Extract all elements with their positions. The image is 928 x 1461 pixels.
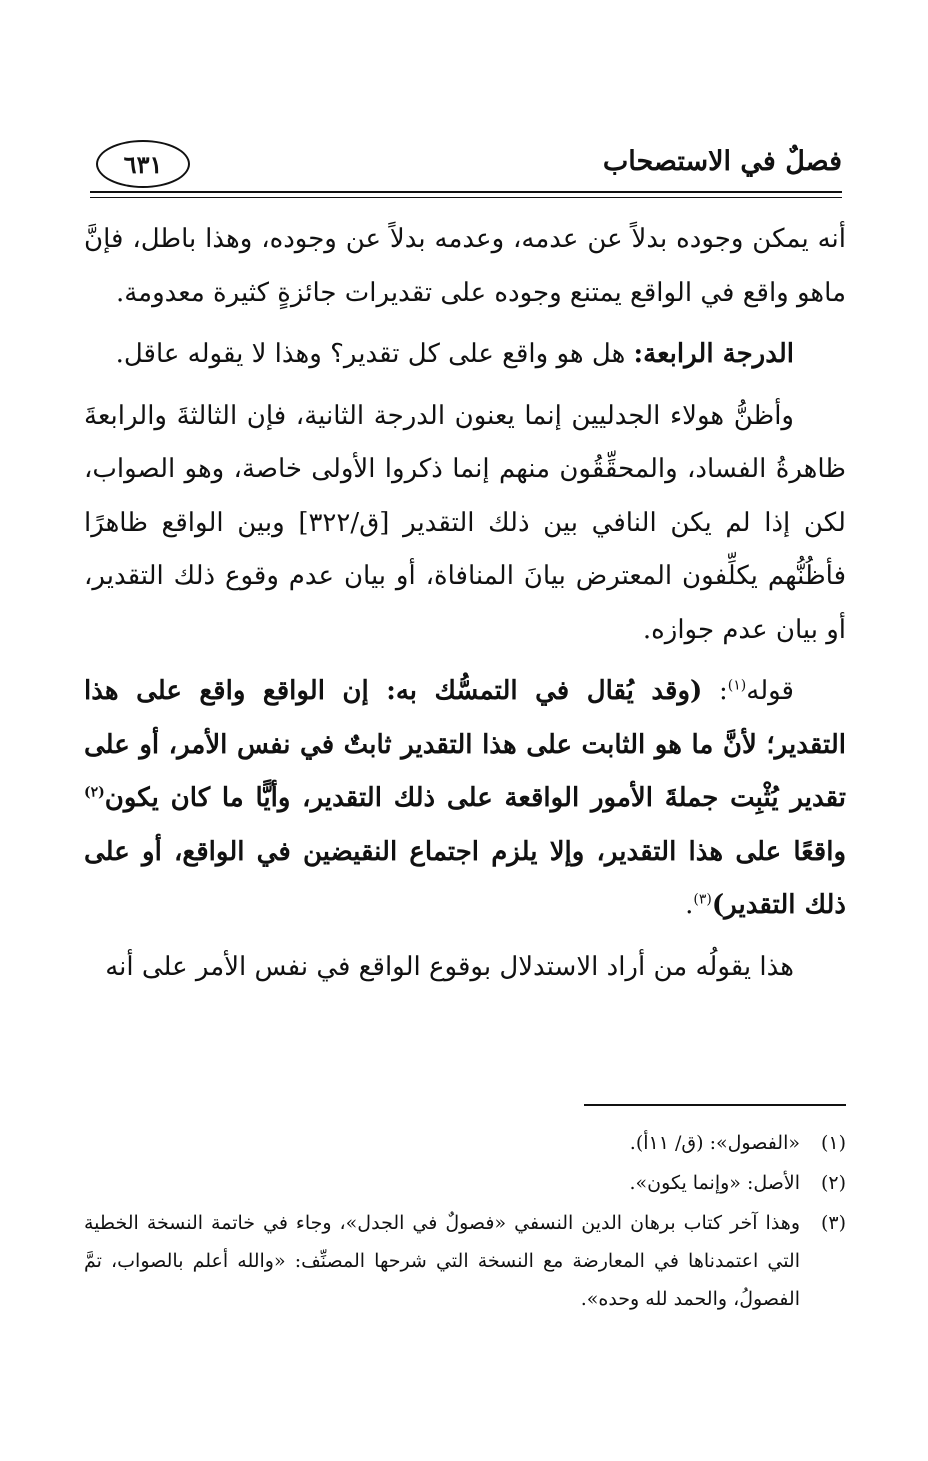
footnote-text: وهذا آخر كتاب برهان الدين النسفي «فصولٌ في الجدل»، وجاء في خاتمة النسخة الخطية التي اعتمدناها في المعارضة مع النسخة التي شرحها المصنِّف: «والله أعلم بالصواب، تمَّ الفصولُ، والحمد لله وحده». xyxy=(84,1212,800,1310)
page-number: ٦٣١ xyxy=(123,149,163,179)
page-number-badge xyxy=(96,140,190,188)
footnote-ref-3[interactable]: (٣) xyxy=(693,891,712,908)
quoted-text-b: واقعًا على هذا التقدير، وإلا يلزم اجتماع النقيضين في الواقع، أو على ذلك التقدير) xyxy=(84,836,847,920)
footnote-1 xyxy=(84,1124,846,1162)
quoted-text-a: (وقد يُقال في التمسُّك به: إن الواقع واقع على هذا التقدير؛ لأنَّ ما هو الثابت على هذا التقدير ثابتٌ في نفس الأمر، أو على تقدير يُثْبِت جملةَ الأمور الواقعة على ذلك التقدير، وأيًّا ما كان يكون xyxy=(84,676,846,813)
paragraph-2-text: هل هو واقع على كل تقدير؟ وهذا لا يقوله عاقل. xyxy=(115,339,634,369)
running-title: فصلٌ في الاستصحاب xyxy=(602,146,842,177)
paragraph-2-lead: الدرجة الرابعة: xyxy=(633,339,794,369)
paragraph-3: وأظنُّ هولاء الجدليين إنما يعنون الدرجة الثانية، فإن الثالثةَ والرابعةَ ظاهرةُ الفساد، والمحقِّقُون منهم إنما ذكروا الأولى خاصة، وهو الصواب، لكن إذا لم يكن النافي بين ذلك التقدير [ق/٣٢٢] وبين الواقع ظاهرًا فأظُنُّهم يكلِّفون المعترض بيانَ المنافاة، أو بيان عدم وقوع ذلك التقدير، أو بيان عدم جوازه. xyxy=(84,400,846,645)
paragraph-4 xyxy=(84,665,846,933)
footnote-ref-1[interactable]: (١) xyxy=(727,677,747,694)
footnote-text: «الفصول»: (ق/ ١١أ). xyxy=(629,1132,800,1154)
footnote-number: (٢) xyxy=(820,1172,846,1194)
footnote-number: (١) xyxy=(820,1132,846,1154)
footnote-3 xyxy=(84,1204,846,1318)
main-text xyxy=(84,213,846,1002)
header-rule-top xyxy=(90,191,842,193)
paragraph-5: هذا يقولُه من أراد الاستدلال بوقوع الواقع في نفس الأمر على أنه xyxy=(105,951,794,982)
paragraph-1: أنه يمكن وجوده بدلاً عن عدمه، وعدمه بدلاً عن وجوده، وهذا باطل، فإنَّ ماهو واقع في الواقع يمتنع وجوده على تقديرات جائزةٍ كثيرة معدومة. xyxy=(84,224,846,308)
paragraph-4-colon: : xyxy=(702,676,728,706)
paragraph-4-end: . xyxy=(685,890,694,920)
header-rule-bottom xyxy=(90,197,842,198)
footnotes xyxy=(84,1124,846,1320)
footnote-ref-2[interactable]: (٢) xyxy=(84,784,105,801)
footnote-separator xyxy=(584,1104,846,1106)
footnote-2 xyxy=(84,1164,846,1202)
paragraph-2 xyxy=(84,328,846,382)
footnote-number: (٣) xyxy=(820,1212,846,1234)
paragraph-4-word: قوله xyxy=(746,676,794,706)
footnote-text: الأصل: «وإنما يكون». xyxy=(629,1172,800,1194)
